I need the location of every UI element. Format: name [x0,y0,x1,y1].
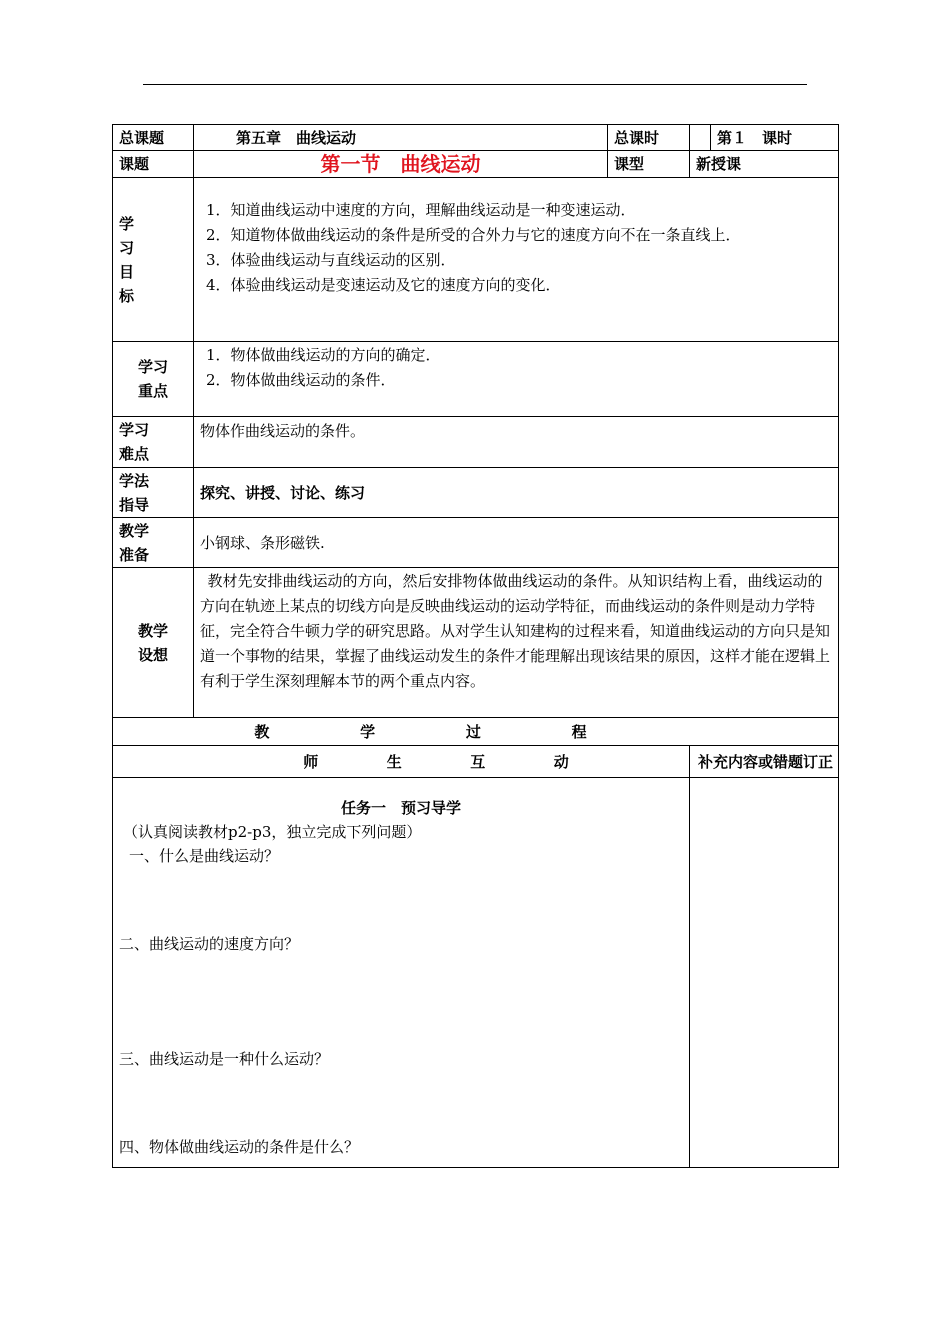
process-char: 过 [465,722,481,741]
row-total-topic [113,125,839,151]
method-label [113,468,194,518]
row-design [113,568,839,718]
goal-item: 2．知道物体做曲线运动的条件是所受的合外力与它的速度方向不在一条直线上． [206,226,741,244]
row-goals [113,178,839,342]
focus-item: 1．物体做曲线运动的方向的确定． [206,346,441,364]
prep-label [113,518,194,568]
goals-label-3: 目 [119,262,135,281]
type-label: 课型 [608,151,690,178]
focus-label-1: 学习 [137,358,168,376]
row-prep [113,518,839,568]
task-area [113,778,690,1168]
prep-label-1: 教学 [119,521,150,540]
focus-item: 2．物体做曲线运动的条件． [206,371,396,389]
goals-label [113,178,194,342]
interaction-header [113,746,690,778]
total-topic-label: 总课题 [113,125,194,151]
process-char: 教 [254,722,270,741]
goals-label-1: 学 [119,214,135,233]
focus-label [113,342,194,417]
goals-label-2: 习 [119,238,135,257]
total-hours-value [690,125,711,151]
difficulty-label-2: 难点 [119,445,150,463]
difficulty-label [113,417,194,468]
design-label-2: 设想 [137,645,168,664]
design-label-1: 教学 [137,621,168,640]
interact-char: 互 [470,752,486,771]
method-label-1: 学法 [119,471,150,490]
process-char: 程 [571,722,587,741]
process-title [113,718,839,746]
focus-list [194,342,839,417]
method-label-2: 指导 [119,495,150,514]
supplement-label: 补充内容或错题订正 [690,746,839,778]
row-process-title [113,718,839,746]
task-note: （认真阅读教材p2-p3，独立完成下列问题） [123,823,422,841]
focus-label-2: 重点 [137,382,168,400]
question-1: 一、什么是曲线运动？ [129,847,280,865]
question-3: 三、曲线运动是一种什么运动？ [119,1050,330,1068]
row-focus [113,342,839,417]
difficulty-label-1: 学习 [119,421,150,439]
interact-char: 动 [553,752,569,771]
question-2: 二、曲线运动的速度方向？ [119,935,300,953]
lesson-plan-table [112,124,839,1168]
goal-item: 3．体验曲线运动与直线运动的区别． [206,251,456,269]
goals-label-4: 标 [119,286,135,305]
topic-value: 第一节 曲线运动 [194,151,608,178]
type-value: 新授课 [690,151,839,178]
supplement-area [690,778,839,1168]
goal-item: 1．知道曲线运动中速度的方向，理解曲线运动是一种变速运动． [206,201,636,219]
interact-char: 生 [386,752,402,771]
lesson-number: 第１ 课时 [711,125,839,151]
row-method [113,468,839,518]
task-title: 任务一 预习导学 [340,799,461,817]
topic-label: 课题 [113,151,194,178]
row-topic [113,151,839,178]
prep-label-2: 准备 [119,545,150,564]
row-difficulty [113,417,839,468]
prep-text: 小钢球、条形磁铁. [194,518,839,568]
process-char: 学 [360,722,376,741]
design-text: 教材先安排曲线运动的方向，然后安排物体做曲线运动的条件。从知识结构上看，曲线运动的方向在轨迹上某点的切线方向是反映曲线运动的运动学特征，而曲线运动的条件则是动力学特征，完全符合牛顿力学的研究思路。从对学生认知建构的过程来看，知道曲线运动的方向只是知道一个事物的结果，掌握了曲线运动发生的条件才能理解出现该结果的原因，这样才能在逻辑上有利于学生深刻理解本节的两个重点内容。 [194,568,839,718]
total-topic-value: 第五章 曲线运动 [194,125,608,151]
row-task [113,778,839,1168]
method-text: 探究、讲授、讨论、练习 [194,468,839,518]
top-rule [143,84,807,85]
total-hours-label: 总课时 [608,125,690,151]
goal-item: 4．体验曲线运动是变速运动及它的速度方向的变化． [206,276,561,294]
difficulty-text: 物体作曲线运动的条件。 [194,417,839,468]
design-label [113,568,194,718]
question-4: 四、物体做曲线运动的条件是什么？ [119,1138,360,1156]
goals-list [194,178,839,342]
interact-char: 师 [303,752,319,771]
row-interaction-header [113,746,839,778]
